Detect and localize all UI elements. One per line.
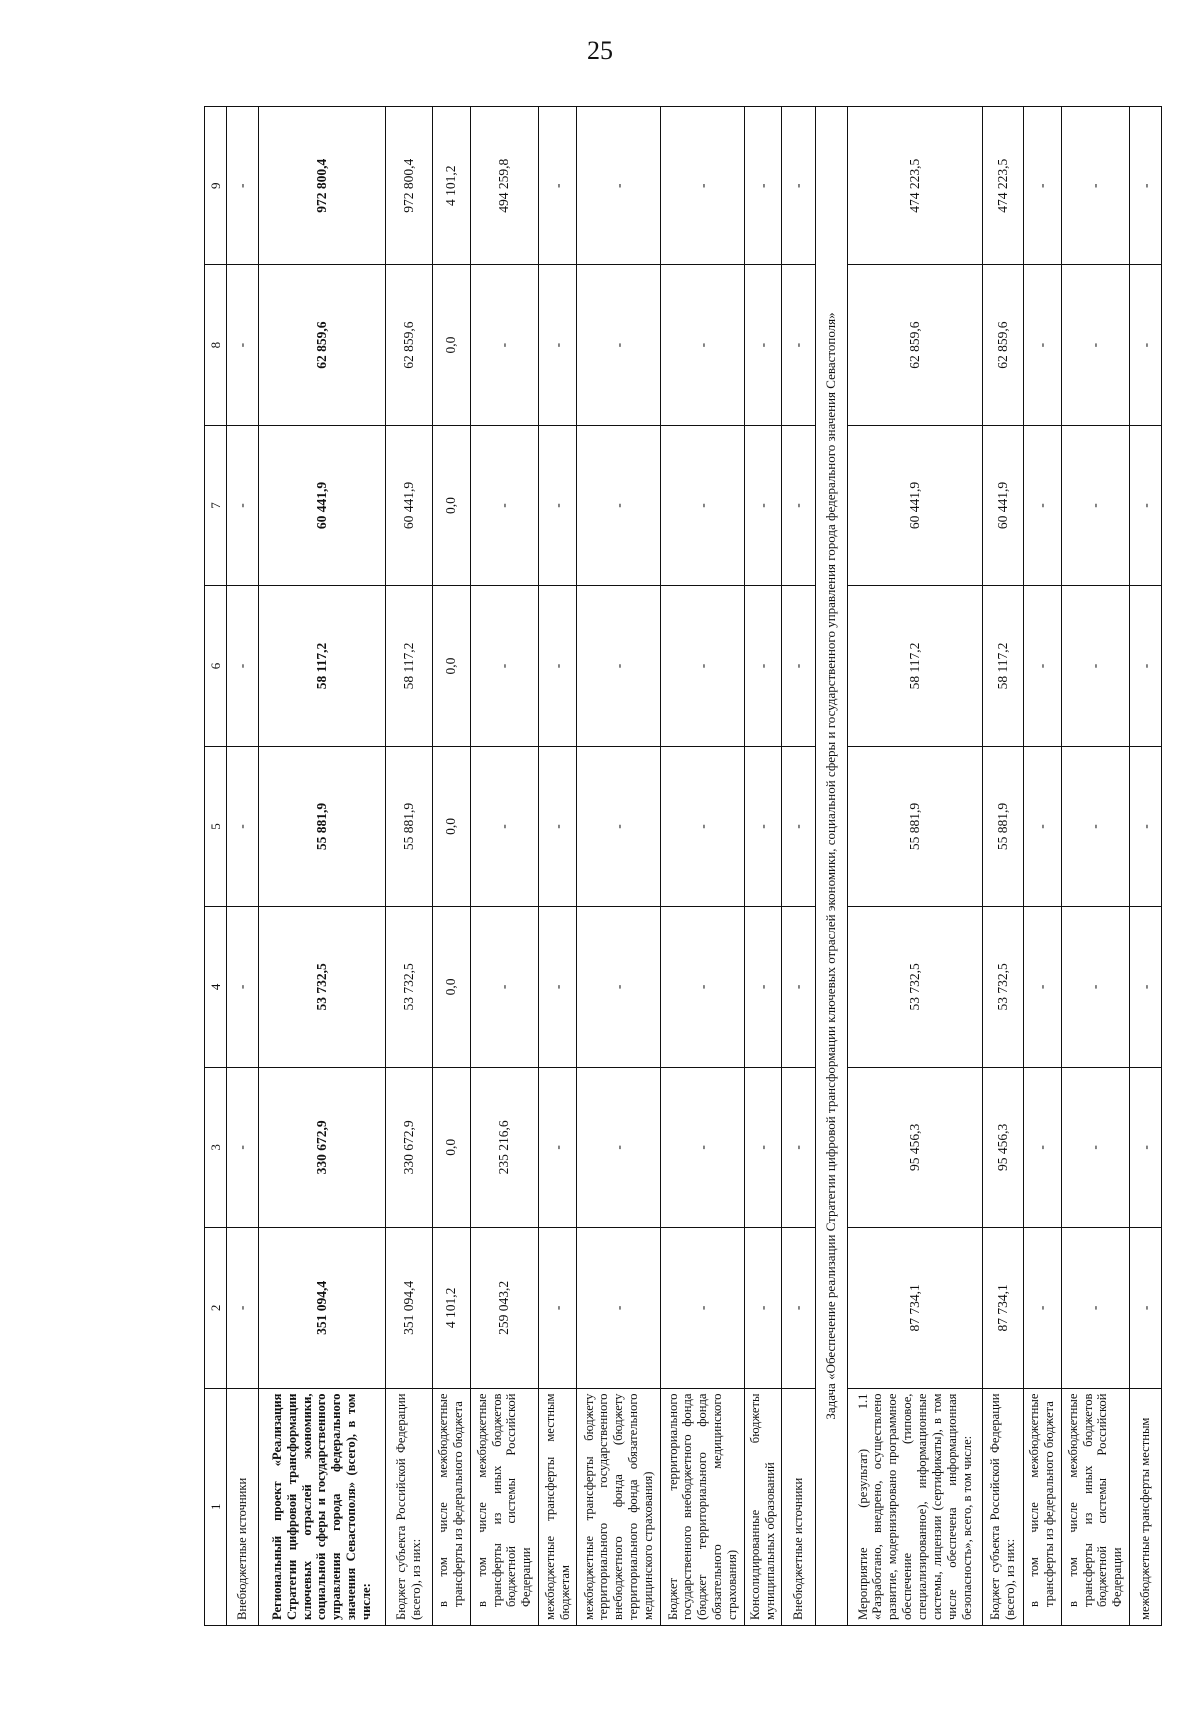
value-cell: - bbox=[661, 1228, 745, 1388]
value-cell: - bbox=[539, 1067, 577, 1227]
header-cell: 7 bbox=[205, 425, 227, 585]
value-cell: - bbox=[782, 907, 816, 1067]
value-cell: - bbox=[782, 1067, 816, 1227]
value-cell: - bbox=[470, 586, 538, 746]
value-cell: - bbox=[745, 746, 782, 906]
value-cell: - bbox=[1130, 265, 1162, 425]
value-cell: - bbox=[782, 586, 816, 746]
value-cell: - bbox=[1130, 746, 1162, 906]
row-label: межбюджетные трансферты местным bbox=[1130, 1388, 1162, 1625]
rotated-table-container bbox=[204, 106, 1162, 1626]
value-cell: - bbox=[1023, 265, 1061, 425]
value-cell: - bbox=[661, 425, 745, 585]
value-cell: - bbox=[745, 265, 782, 425]
value-cell: - bbox=[1130, 907, 1162, 1067]
table-row bbox=[782, 107, 816, 1626]
row-label: Консолидированные бюджеты муниципальных образований bbox=[745, 1388, 782, 1625]
value-cell: - bbox=[577, 1067, 661, 1227]
value-cell: - bbox=[782, 746, 816, 906]
value-cell: - bbox=[1023, 586, 1061, 746]
value-cell: 53 732,5 bbox=[847, 907, 983, 1067]
table-row bbox=[1130, 107, 1162, 1626]
value-cell: - bbox=[577, 107, 661, 265]
row-label: в том числе межбюджетные трансферты из иных бюджетов бюджетной системы Российской Федерации bbox=[470, 1388, 538, 1625]
value-cell: 972 800,4 bbox=[258, 107, 385, 265]
value-cell: - bbox=[1061, 265, 1129, 425]
value-cell: 62 859,6 bbox=[983, 265, 1023, 425]
value-cell: - bbox=[1023, 107, 1061, 265]
header-cell: 9 bbox=[205, 107, 227, 265]
page-number: 25 bbox=[587, 36, 613, 65]
value-cell: - bbox=[227, 107, 259, 265]
table-row bbox=[432, 107, 470, 1626]
value-cell: - bbox=[470, 425, 538, 585]
header-cell: 6 bbox=[205, 586, 227, 746]
value-cell: 53 732,5 bbox=[258, 907, 385, 1067]
row-label: Бюджет территориального государственного внебюджетного фонда (бюджет территориального фонда обязательного медицинского страхования) bbox=[661, 1388, 745, 1625]
value-cell: 55 881,9 bbox=[847, 746, 983, 906]
value-cell: 58 117,2 bbox=[847, 586, 983, 746]
value-cell: 95 456,3 bbox=[983, 1067, 1023, 1227]
table-row bbox=[1023, 107, 1061, 1626]
value-cell: - bbox=[539, 107, 577, 265]
value-cell: 87 734,1 bbox=[847, 1228, 983, 1388]
value-cell: - bbox=[539, 265, 577, 425]
value-cell: 474 223,5 bbox=[847, 107, 983, 265]
table-row bbox=[661, 107, 745, 1626]
value-cell: - bbox=[227, 586, 259, 746]
value-cell: 351 094,4 bbox=[385, 1228, 432, 1388]
value-cell: - bbox=[1061, 107, 1129, 265]
row-label: Мероприятие (результат) 1.1 «Разработано, внедрено, осуществлено развитие, модернизировано программное обеспечение (типовое, специализированное), информационные системы, лицензии (сертификаты), в том числе обеспечена информационная безопасность», всего, в том числе: bbox=[847, 1388, 983, 1625]
value-cell: 60 441,9 bbox=[258, 425, 385, 585]
value-cell: - bbox=[1061, 1228, 1129, 1388]
value-cell: 62 859,6 bbox=[385, 265, 432, 425]
table-row bbox=[847, 107, 983, 1626]
table-row bbox=[539, 107, 577, 1626]
value-cell: - bbox=[745, 425, 782, 585]
table-row bbox=[577, 107, 661, 1626]
value-cell: 60 441,9 bbox=[983, 425, 1023, 585]
value-cell: - bbox=[1023, 907, 1061, 1067]
table-row bbox=[385, 107, 432, 1626]
value-cell: 55 881,9 bbox=[983, 746, 1023, 906]
value-cell: - bbox=[745, 107, 782, 265]
value-cell: - bbox=[227, 907, 259, 1067]
value-cell: 0,0 bbox=[432, 586, 470, 746]
value-cell: 55 881,9 bbox=[258, 746, 385, 906]
value-cell: 494 259,8 bbox=[470, 107, 538, 265]
row-label: Региональный проект «Реализация Стратегии цифровой трансформации ключевых отраслей экономики, социальной сферы и государственного управления города федерального значения Севастополя» (всего), в том числе: bbox=[258, 1388, 385, 1625]
value-cell: - bbox=[782, 265, 816, 425]
value-cell: 0,0 bbox=[432, 746, 470, 906]
value-cell: 474 223,5 bbox=[983, 107, 1023, 265]
row-label: Бюджет субъекта Российской Федерации (всего), из них: bbox=[983, 1388, 1023, 1625]
table-row bbox=[745, 107, 782, 1626]
value-cell: - bbox=[577, 1228, 661, 1388]
header-cell: 1 bbox=[205, 1388, 227, 1625]
value-cell: - bbox=[539, 425, 577, 585]
value-cell: 62 859,6 bbox=[847, 265, 983, 425]
row-label: в том числе межбюджетные трансферты из иных бюджетов бюджетной системы Российской Федерации bbox=[1061, 1388, 1129, 1625]
task-title: Задача «Обеспечение реализации Стратегии цифровой трансформации ключевых отраслей экономики, социальной сферы и государственного управления города федерального значения Севастополя» bbox=[815, 107, 847, 1626]
table-header-row bbox=[205, 107, 227, 1626]
header-cell: 3 bbox=[205, 1067, 227, 1227]
value-cell: 53 732,5 bbox=[983, 907, 1023, 1067]
table-row bbox=[470, 107, 538, 1626]
value-cell: - bbox=[1061, 1067, 1129, 1227]
budget-table bbox=[204, 106, 1162, 1626]
header-cell: 2 bbox=[205, 1228, 227, 1388]
value-cell: - bbox=[470, 907, 538, 1067]
value-cell: - bbox=[577, 746, 661, 906]
value-cell: 235 216,6 bbox=[470, 1067, 538, 1227]
value-cell: - bbox=[1023, 1228, 1061, 1388]
value-cell: 4 101,2 bbox=[432, 107, 470, 265]
row-label: Внебюджетные источники bbox=[227, 1388, 259, 1625]
row-label: межбюджетные трансферты бюджету территориального государственного внебюджетного фонда (бюджету территориального фонда обязательного медицинского страхования) bbox=[577, 1388, 661, 1625]
value-cell: - bbox=[745, 1067, 782, 1227]
value-cell: 0,0 bbox=[432, 425, 470, 585]
value-cell: 58 117,2 bbox=[983, 586, 1023, 746]
row-label: Внебюджетные источники bbox=[782, 1388, 816, 1625]
value-cell: - bbox=[1023, 425, 1061, 585]
value-cell: - bbox=[227, 265, 259, 425]
value-cell: 87 734,1 bbox=[983, 1228, 1023, 1388]
value-cell: 259 043,2 bbox=[470, 1228, 538, 1388]
value-cell: 60 441,9 bbox=[847, 425, 983, 585]
value-cell: - bbox=[539, 1228, 577, 1388]
value-cell: 0,0 bbox=[432, 265, 470, 425]
value-cell: - bbox=[539, 586, 577, 746]
header-cell: 5 bbox=[205, 746, 227, 906]
value-cell: - bbox=[577, 907, 661, 1067]
table-row bbox=[983, 107, 1023, 1626]
value-cell: 0,0 bbox=[432, 1067, 470, 1227]
value-cell: - bbox=[661, 746, 745, 906]
value-cell: - bbox=[1061, 907, 1129, 1067]
value-cell: - bbox=[577, 265, 661, 425]
value-cell: - bbox=[577, 586, 661, 746]
value-cell: - bbox=[782, 1228, 816, 1388]
value-cell: 58 117,2 bbox=[385, 586, 432, 746]
value-cell: - bbox=[539, 746, 577, 906]
value-cell: - bbox=[1023, 1067, 1061, 1227]
value-cell: - bbox=[470, 746, 538, 906]
value-cell: 4 101,2 bbox=[432, 1228, 470, 1388]
row-label: в том числе межбюджетные трансферты из федерального бюджета bbox=[432, 1388, 470, 1625]
header-cell: 8 bbox=[205, 265, 227, 425]
value-cell: 95 456,3 bbox=[847, 1067, 983, 1227]
value-cell: - bbox=[577, 425, 661, 585]
value-cell: - bbox=[745, 1228, 782, 1388]
value-cell: - bbox=[745, 907, 782, 1067]
value-cell: - bbox=[782, 425, 816, 585]
value-cell: - bbox=[1130, 425, 1162, 585]
header-cell: 4 bbox=[205, 907, 227, 1067]
value-cell: - bbox=[661, 107, 745, 265]
value-cell: - bbox=[1130, 1228, 1162, 1388]
task-row bbox=[815, 107, 847, 1626]
value-cell: - bbox=[1130, 107, 1162, 265]
value-cell: 330 672,9 bbox=[385, 1067, 432, 1227]
value-cell: 60 441,9 bbox=[385, 425, 432, 585]
row-label: межбюджетные трансферты местным бюджетам bbox=[539, 1388, 577, 1625]
value-cell: - bbox=[782, 107, 816, 265]
value-cell: 0,0 bbox=[432, 907, 470, 1067]
value-cell: - bbox=[661, 265, 745, 425]
value-cell: - bbox=[1061, 746, 1129, 906]
value-cell: 55 881,9 bbox=[385, 746, 432, 906]
value-cell: - bbox=[1130, 1067, 1162, 1227]
value-cell: - bbox=[227, 1228, 259, 1388]
value-cell: - bbox=[470, 265, 538, 425]
value-cell: 62 859,6 bbox=[258, 265, 385, 425]
row-label: Бюджет субъекта Российской Федерации (всего), из них: bbox=[385, 1388, 432, 1625]
table-row bbox=[227, 107, 259, 1626]
value-cell: 351 094,4 bbox=[258, 1228, 385, 1388]
value-cell: - bbox=[1023, 746, 1061, 906]
row-label: в том числе межбюджетные трансферты из федерального бюджета bbox=[1023, 1388, 1061, 1625]
value-cell: - bbox=[661, 1067, 745, 1227]
value-cell: - bbox=[1130, 586, 1162, 746]
table-body bbox=[227, 107, 1162, 1626]
value-cell: 53 732,5 bbox=[385, 907, 432, 1067]
value-cell: 58 117,2 bbox=[258, 586, 385, 746]
value-cell: - bbox=[1061, 586, 1129, 746]
value-cell: - bbox=[227, 1067, 259, 1227]
table-row bbox=[258, 107, 385, 1626]
value-cell: 330 672,9 bbox=[258, 1067, 385, 1227]
value-cell: - bbox=[1061, 425, 1129, 585]
value-cell: 972 800,4 bbox=[385, 107, 432, 265]
value-cell: - bbox=[661, 586, 745, 746]
value-cell: - bbox=[227, 746, 259, 906]
value-cell: - bbox=[227, 425, 259, 585]
value-cell: - bbox=[661, 907, 745, 1067]
value-cell: - bbox=[539, 907, 577, 1067]
value-cell: - bbox=[745, 586, 782, 746]
table-row bbox=[1061, 107, 1129, 1626]
